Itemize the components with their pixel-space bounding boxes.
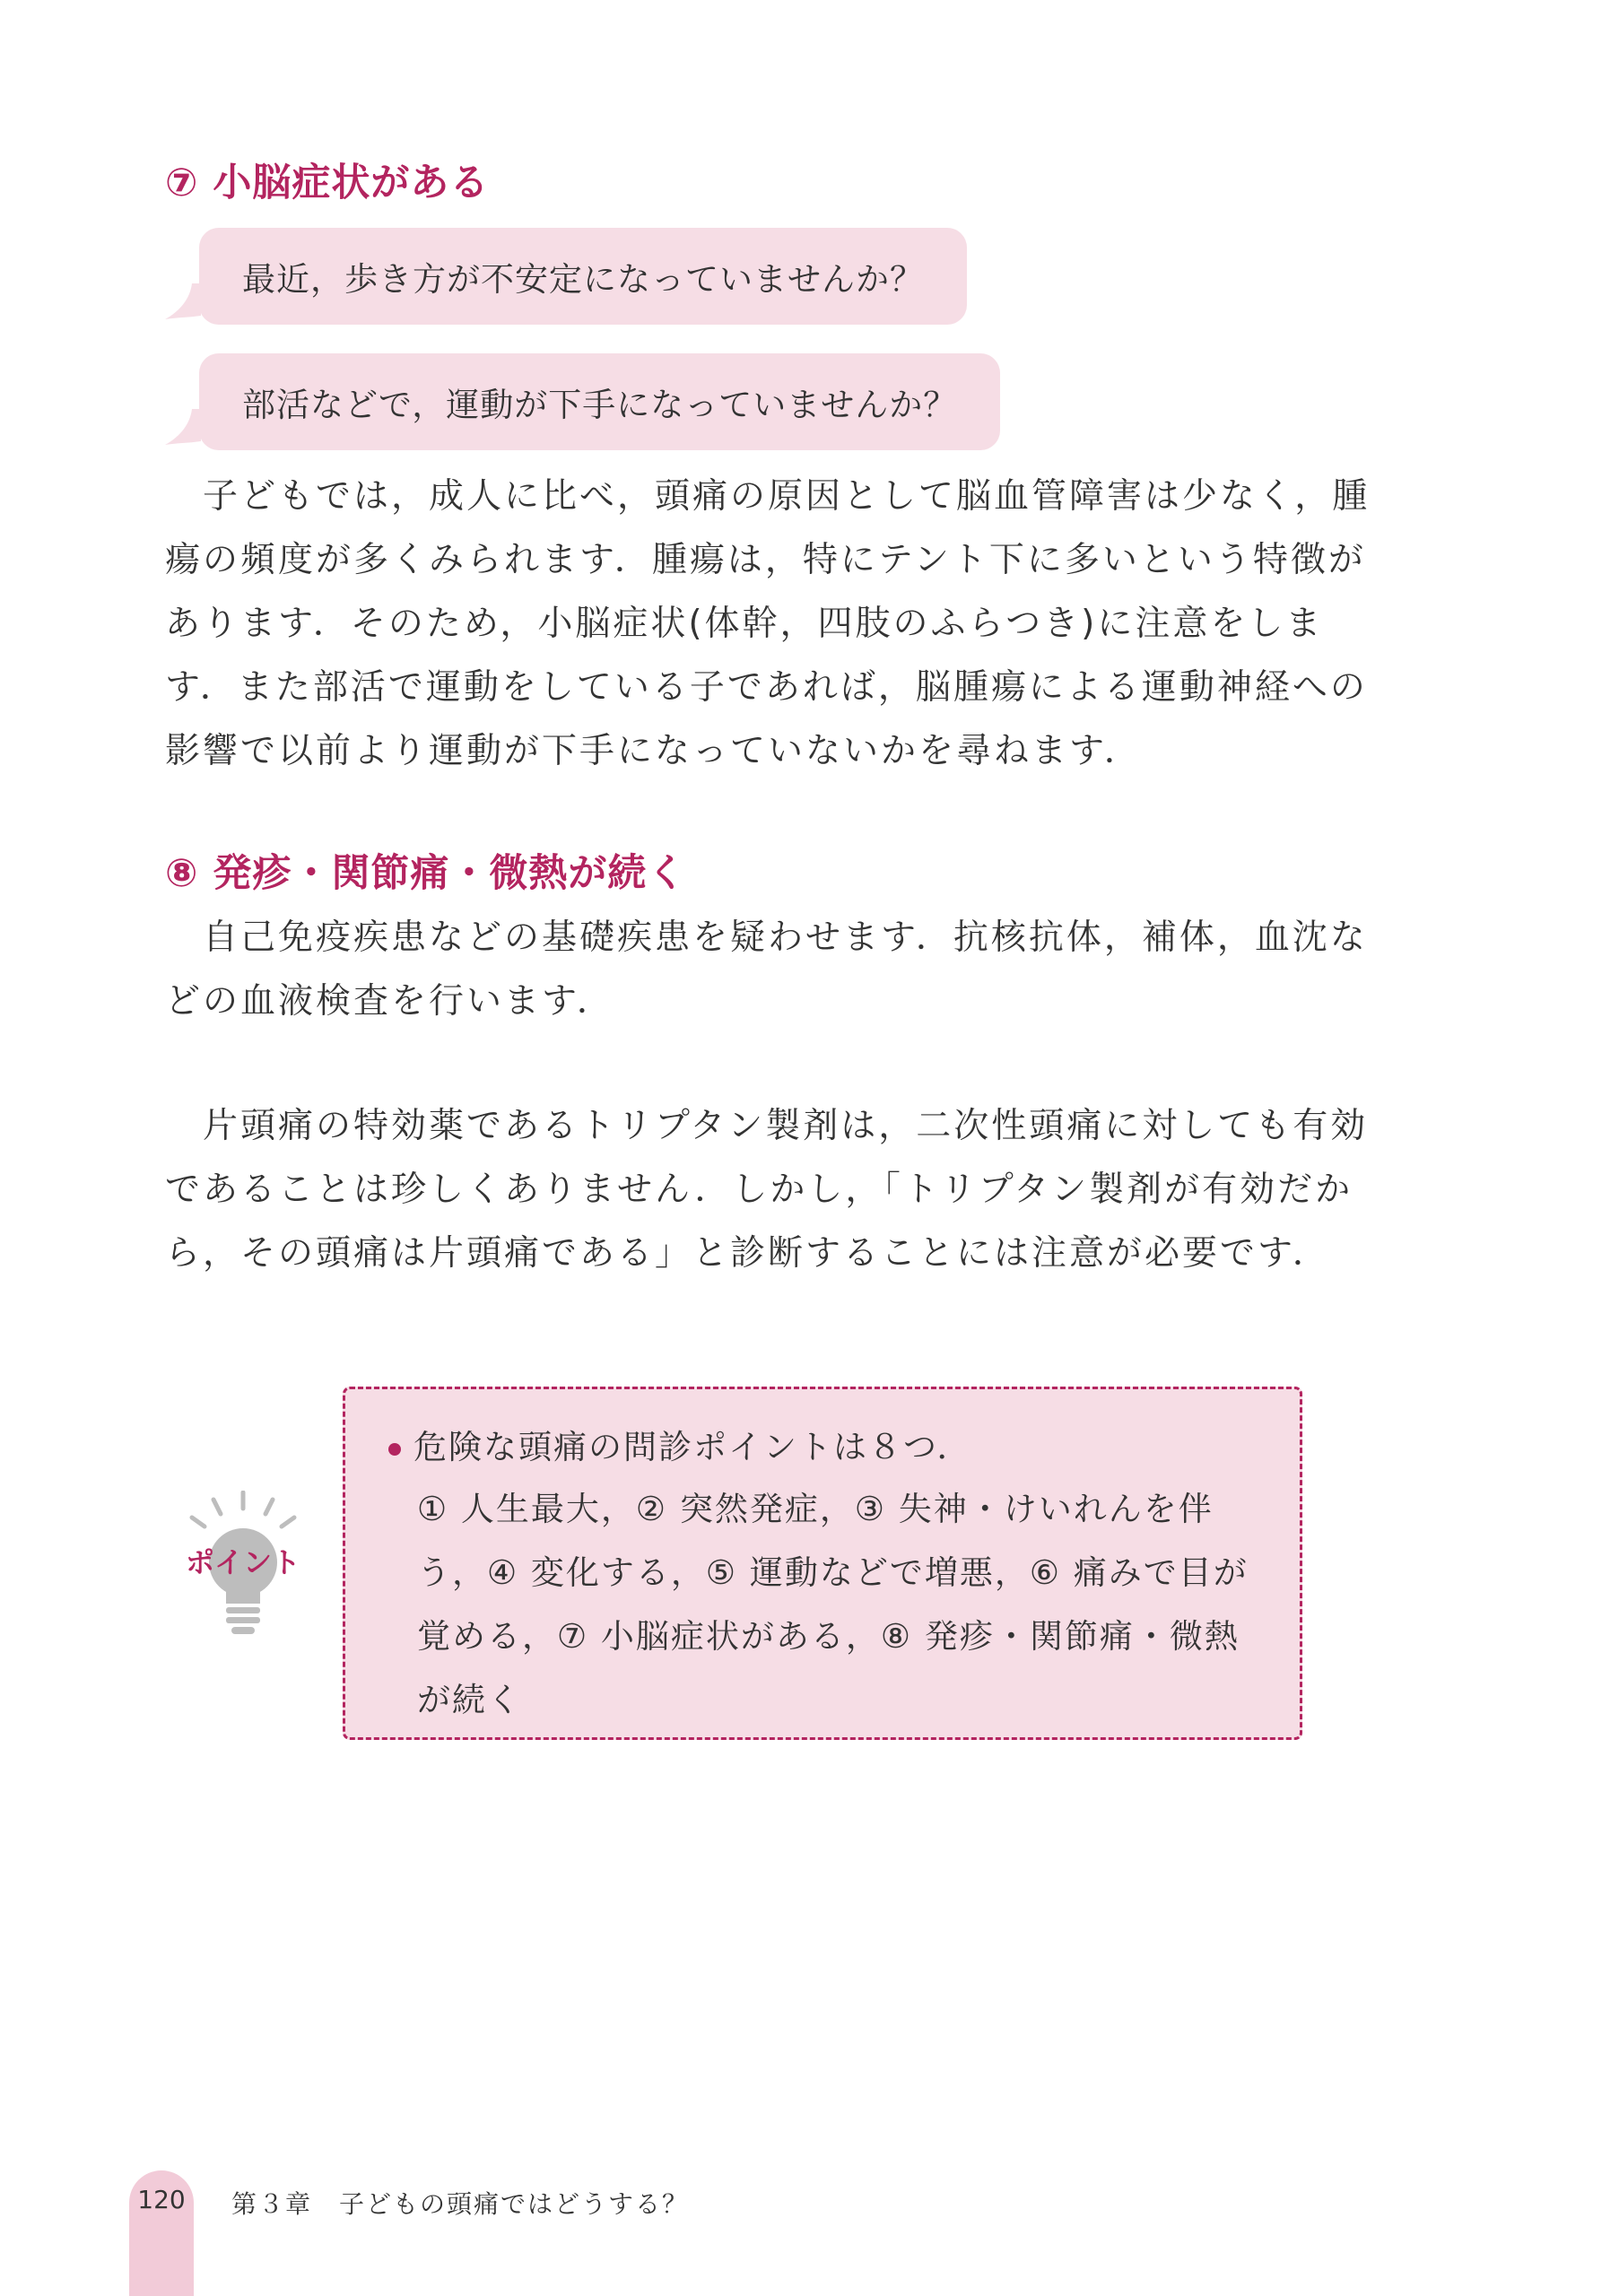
paragraph-line: 瘍の頻度が多くみられます．腫瘍は，特にテント下に多いという特徴が [165, 540, 1366, 580]
page-number: 120 [137, 2185, 186, 2214]
triptan-paragraph [165, 1094, 1369, 1285]
paragraph-line: す．また部活で運動をしている子であれば，脳腫瘍による運動神経への [165, 667, 1368, 708]
paragraph-line: ら，その頭痛は片頭痛である」と診断することには注意が必要です． [165, 1233, 1330, 1274]
section-8-heading: ⑧ 発疹・関節痛・微熱が続く [165, 851, 687, 896]
paragraph-line: 片頭痛の特効薬であるトリプタン製剤は，二次性頭痛に対しても有効 [165, 1106, 1369, 1146]
speech-bubble-tail [165, 283, 201, 319]
section-7-heading: ⑦ 小脳症状がある [165, 161, 490, 205]
paragraph-line: であることは珍しくありません．しかし，「トリプタン製剤が有効だか [165, 1170, 1354, 1210]
point-lead-text: 危険な頭痛の問診ポイントは８つ． [413, 1428, 972, 1466]
point-line: が続く [417, 1681, 522, 1719]
point-list [417, 1477, 1249, 1732]
point-lead [388, 1420, 972, 1468]
point-label: ポイント [185, 1545, 300, 1579]
point-line: ① 人生最大，② 突然発症，③ 失神・けいれんを伴 [417, 1490, 1214, 1528]
question-text: 部活などで，運動が下手になっていませんか？ [242, 386, 958, 424]
point-callout-box [343, 1387, 1302, 1740]
paragraph-line: 自己免疫疾患などの基礎疾患を疑わせます．抗核抗体，補体，血沈な [165, 918, 1368, 958]
paragraph-line: 影響で以前より運動が下手になっていないかを尋ねます． [165, 731, 1142, 771]
chapter-label: 第３章 子どもの頭痛ではどうする？ [231, 2189, 690, 2219]
paragraph-line: 子どもでは，成人に比べ，頭痛の原因として脳血管障害は少なく，腫 [165, 476, 1371, 517]
point-line: う，④ 変化する，⑤ 運動などで増悪，⑥ 痛みで目が [417, 1553, 1249, 1592]
question-text: 最近，歩き方が不安定になっていませんか？ [242, 260, 924, 299]
bullet-icon [388, 1443, 401, 1456]
section-7-paragraph [165, 465, 1371, 783]
point-line: 覚める，⑦ 小脳症状がある，⑧ 発疹・関節痛・微熱 [417, 1617, 1240, 1656]
question-bubble-2 [199, 353, 1000, 450]
speech-bubble-tail [165, 409, 201, 445]
paragraph-line: あります．そのため，小脳症状(体幹，四肢のふらつき)に注意をしま [165, 604, 1324, 644]
question-bubble-1 [199, 228, 967, 325]
paragraph-line: どの血液検査を行います． [165, 981, 614, 1022]
section-8-paragraph [165, 906, 1368, 1033]
